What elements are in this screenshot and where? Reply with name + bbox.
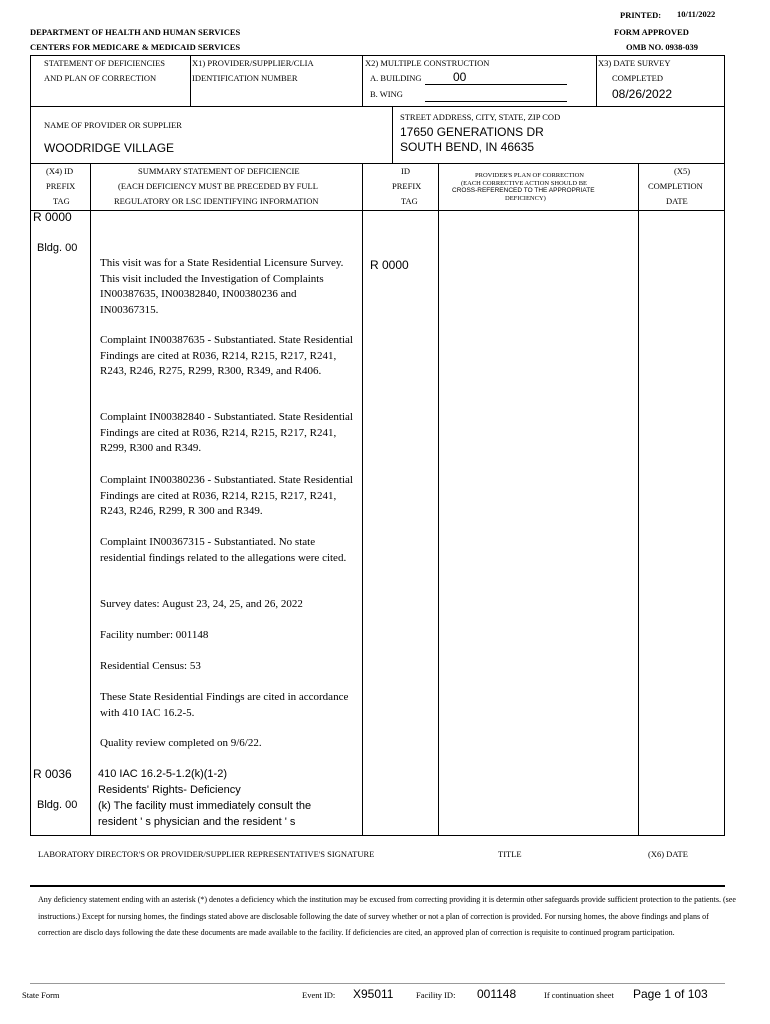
building-value: 00 xyxy=(453,70,467,84)
continuation-label: If continuation sheet xyxy=(544,990,614,1000)
x1-label-2: IDENTIFICATION NUMBER xyxy=(192,73,298,83)
title-label: TITLE xyxy=(498,849,522,859)
address-label: STREET ADDRESS, CITY, STATE, ZIP COD xyxy=(400,112,561,122)
footnote: Any deficiency statement ending with an asterisk (*) denotes a deficiency which the institution may be excused from correcting providing it is determin other safeguards provide sufficient protection to the patients. (see instructions.) Except for nursing homes, the findings stated above are disclosable following the date of survey whether or not a plan of correction is provided. For nursing homes, the above findings and plans of correction are disclo days following the date these documents are made available to the facility. If deficiencies are cited, an approved plan of correction is requisite to continued program participation. xyxy=(38,895,736,937)
wing-label: B. WING xyxy=(370,89,403,99)
grid-divider xyxy=(596,55,597,106)
form-approved: FORM APPROVED xyxy=(614,27,689,37)
grid-row-divider xyxy=(30,106,725,107)
regulation-line: Residents' Rights- Deficiency xyxy=(98,784,241,796)
date-label: (X6) DATE xyxy=(648,849,688,859)
plan-header-1: PROVIDER'S PLAN OF CORRECTION xyxy=(475,172,584,179)
x1-label-1: X1) PROVIDER/SUPPLIER/CLIA xyxy=(192,58,314,68)
summary-paragraph: These State Residential Findings are cited in accordance with 410 IAC 16.2-5. xyxy=(100,691,349,719)
plan-header-4: DEFICIENCY) xyxy=(505,195,546,202)
signature-label: LABORATORY DIRECTOR'S OR PROVIDER/SUPPLIER REPRESENTATIVE'S SIGNATURE xyxy=(38,849,375,859)
page-number: Page 1 of 103 xyxy=(633,987,708,1001)
summary-header-1: SUMMARY STATEMENT OF DEFICIENCIE xyxy=(138,166,300,176)
grid-right-border xyxy=(724,55,725,835)
x3-label-2: COMPLETED xyxy=(612,73,663,83)
building-underline xyxy=(425,84,567,85)
grid-left-border xyxy=(30,55,31,835)
prefix-tag: R 0000 xyxy=(33,210,72,224)
facility-id-value: 001148 xyxy=(477,987,517,1001)
regulation-line: 410 IAC 16.2-5-1.2(k)(1-2) xyxy=(98,768,227,780)
column-divider xyxy=(438,163,439,835)
x4-header-1: (X4) ID xyxy=(46,166,74,176)
printed-date: 10/11/2022 xyxy=(677,9,716,19)
summary-paragraph: Complaint IN00382840 - Substantiated. State Residential Findings are cited at R036, R214, R215, R217, R241, R299, R300 and R349. xyxy=(100,411,353,454)
omb-number: OMB NO. 0938-039 xyxy=(626,42,699,52)
event-id-value: X95011 xyxy=(353,987,394,1001)
provider-name-label: NAME OF PROVIDER OR SUPPLIER xyxy=(44,120,182,130)
grid-row-divider xyxy=(30,210,725,211)
summary-paragraph: Survey dates: August 23, 24, 25, and 26, 2022 xyxy=(100,598,303,610)
statement-label-2: AND PLAN OF CORRECTION xyxy=(44,73,157,83)
regulation-line: (k) The facility must immediately consult the xyxy=(98,800,312,812)
column-divider xyxy=(90,163,91,835)
building-label: A. BUILDING xyxy=(370,73,422,83)
grid-divider xyxy=(392,106,393,163)
address-line-2: SOUTH BEND, IN 46635 xyxy=(400,140,535,154)
grid-divider xyxy=(190,55,191,106)
centers-heading: CENTERS FOR MEDICARE & MEDICAID SERVICES xyxy=(30,42,241,52)
facility-id-label: Facility ID: xyxy=(416,990,456,1000)
column-divider xyxy=(638,163,639,835)
grid-top-border xyxy=(30,55,725,56)
regulation-line: resident ' s physician and the resident ' s xyxy=(98,816,296,828)
x5-header-3: DATE xyxy=(666,196,688,206)
building-tag: Bldg. 00 xyxy=(37,242,78,254)
id-prefix-tag: R 0000 xyxy=(370,258,409,272)
x4-header-2: PREFIX xyxy=(46,181,76,191)
column-divider xyxy=(362,163,363,835)
event-id-label: Event ID: xyxy=(302,990,336,1000)
summary-paragraph: This visit was for a State Residential Licensure Survey. This visit included the Investigation of Complaints IN00387635, IN00382840, IN00380236 and IN00367315. xyxy=(100,257,344,316)
statement-label-1: STATEMENT OF DEFICIENCIES xyxy=(44,58,166,68)
plan-header-3: CROSS-REFERENCED TO THE APPROPRIATE xyxy=(452,187,595,194)
building-tag: Bldg. 00 xyxy=(37,799,78,811)
x5-header-1: (X5) xyxy=(674,166,691,176)
x3-label-1: X3) DATE SURVEY xyxy=(598,58,671,68)
x5-header-2: COMPLETION xyxy=(648,181,703,191)
wing-underline xyxy=(425,101,567,102)
summary-paragraph: Quality review completed on 9/6/22. xyxy=(100,737,262,749)
grid-row-divider xyxy=(30,163,725,164)
prefix-tag: R 0036 xyxy=(33,767,72,781)
grid-divider xyxy=(362,55,363,106)
summary-paragraph: Complaint IN00380236 - Substantiated. State Residential Findings are cited at R036, R214, R215, R217, R241, R243, R246, R299, R 300 and R349. xyxy=(100,474,353,517)
footer-divider xyxy=(30,983,725,984)
summary-paragraph: Facility number: 001148 xyxy=(100,629,209,641)
summary-paragraph: Complaint IN00387635 - Substantiated. State Residential Findings are cited at R036, R214, R215, R217, R241, R243, R246, R275, R299, R300, R349, and R406. xyxy=(100,334,353,377)
x4-header-3: TAG xyxy=(53,196,70,206)
id-header-2: PREFIX xyxy=(392,181,422,191)
summary-paragraph: Residential Census: 53 xyxy=(100,660,201,672)
id-header-3: TAG xyxy=(401,196,418,206)
id-header-1: ID xyxy=(401,166,410,176)
summary-paragraph: Complaint IN00367315 - Substantiated. No state residential findings related to the allegations were cited. xyxy=(100,536,347,564)
address-line-1: 17650 GENERATIONS DR xyxy=(400,125,544,139)
plan-header-2: (EACH CORRECTIVE ACTION SHOULD BE xyxy=(461,180,588,187)
printed-label: PRINTED: xyxy=(620,10,662,20)
survey-completed-date: 08/26/2022 xyxy=(612,87,673,101)
grid-bottom-border xyxy=(30,835,725,836)
signature-divider xyxy=(30,885,725,887)
state-form-label: State Form xyxy=(22,990,60,1000)
x2-label: X2) MULTIPLE CONSTRUCTION xyxy=(365,58,490,68)
summary-header-2: (EACH DEFICIENCY MUST BE PRECEDED BY FULL xyxy=(118,181,318,191)
department-heading: DEPARTMENT OF HEALTH AND HUMAN SERVICES xyxy=(30,27,241,37)
provider-name: WOODRIDGE VILLAGE xyxy=(44,141,175,155)
summary-header-3: REGULATORY OR LSC IDENTIFYING INFORMATION xyxy=(114,196,319,206)
